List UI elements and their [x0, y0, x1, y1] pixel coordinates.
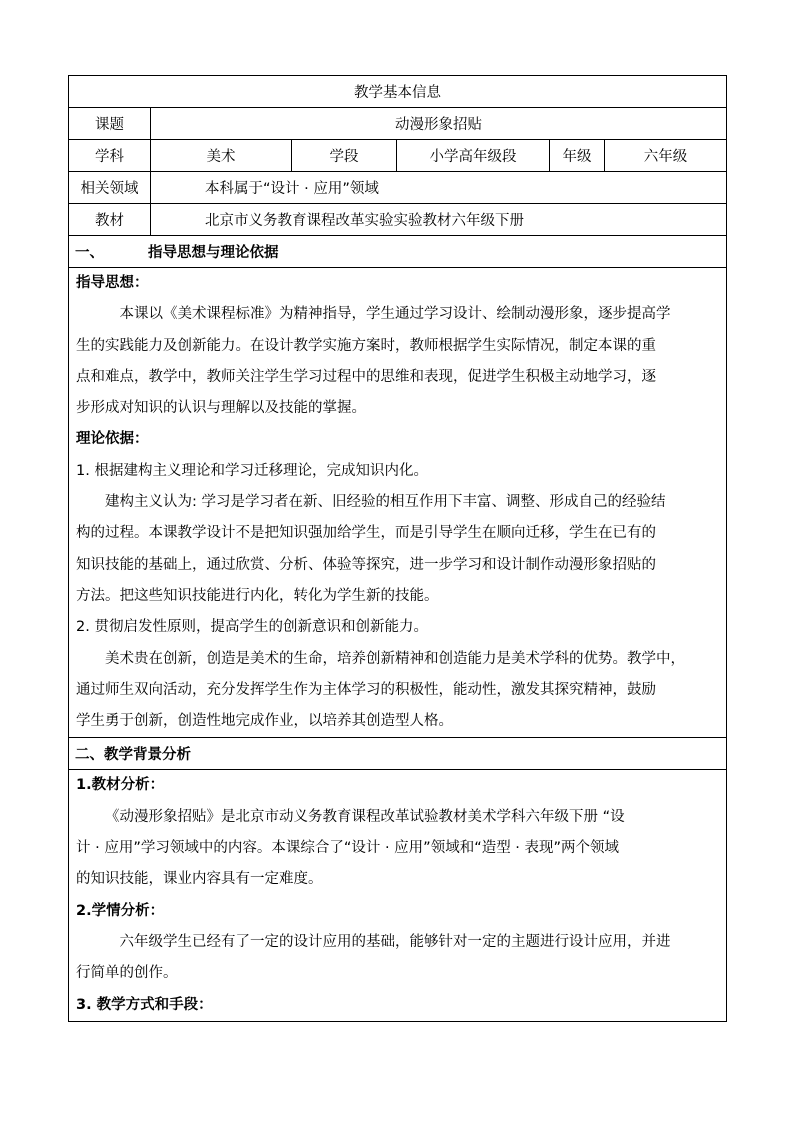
theory-item-1-line: 构的过程。本课教学设计不是把知识强加给学生，而是引导学生在顺向迁移，学生在已有的 — [76, 525, 656, 542]
section1-number: 一、 — [75, 245, 104, 261]
topic-row — [69, 108, 727, 140]
section1-title: 指导思想与理论依据 — [148, 245, 279, 261]
stage-value: 小学高年级段 — [397, 140, 550, 172]
section1-body — [69, 268, 727, 738]
teaching-method-heading: 3. 教学方式和手段： — [76, 996, 213, 1013]
header-row — [69, 76, 727, 108]
subject-row — [69, 140, 727, 172]
field-label: 相关领域 — [69, 172, 151, 204]
theory-item-2-line: 通过师生双向活动，充分发挥学生作为主体学习的积极性，能动性，激发其探究精神，鼓励 — [76, 681, 656, 698]
theory-item-1-line: 知识技能的基础上，通过欣赏、分析、体验等探究，进一步学习和设计制作动漫形象招贴的 — [76, 556, 656, 573]
section2-body — [69, 770, 727, 1021]
theory-item-1-line: 方法。把这些知识技能进行内化，转化为学生新的技能。 — [76, 587, 439, 604]
material-value: 北京市义务教育课程改革实验实验教材六年级下册 — [151, 204, 727, 236]
material-row — [69, 204, 727, 236]
theory-item-2-line: 美术贵在创新，创造是美术的生命，培养创新精神和创造能力是美术学科的优势。教学中， — [105, 650, 685, 667]
section2-heading: 二、教学背景分析 — [69, 738, 727, 770]
theory-heading: 理论依据： — [76, 431, 149, 448]
section1-body-row — [69, 268, 727, 738]
learner-analysis-line: 行简单的创作。 — [76, 965, 178, 982]
grade-label: 年级 — [550, 140, 605, 172]
theory-item-1: 1. 根据建构主义理论和学习迁移理论，完成知识内化。 — [76, 462, 428, 479]
guide-line: 生的实践能力及创新能力。在设计教学实施方案时，教师根据学生实际情况，制定本课的重 — [76, 337, 656, 354]
guide-heading: 指导思想： — [76, 275, 149, 291]
field-value: 本科属于“设计 · 应用”领域 — [151, 172, 727, 204]
material-analysis-line: 《动漫形象招贴》是北京市动义务教育课程改革试验教材美术学科六年级下册 “设 — [105, 808, 625, 825]
subject-label: 学科 — [69, 140, 151, 172]
lesson-plan-table — [68, 75, 727, 1022]
section1-header-row — [69, 236, 727, 268]
topic-label: 课题 — [69, 108, 151, 140]
material-analysis-heading: 1.教材分析： — [76, 777, 165, 794]
learner-analysis-line: 六年级学生已经有了一定的设计应用的基础，能够针对一定的主题进行设计应用，并进 — [119, 933, 671, 950]
learner-analysis-heading: 2.学情分析： — [76, 902, 165, 919]
field-row — [69, 172, 727, 204]
theory-item-2-line: 学生勇于创新，创造性地完成作业，以培养其创造型人格。 — [76, 713, 453, 730]
section2-body-row — [69, 770, 727, 1021]
theory-item-2: 2. 贯彻启发性原则，提高学生的创新意识和创新能力。 — [76, 619, 428, 636]
guide-line: 本课以《美术课程标准》为精神指导，学生通过学习设计、绘制动漫形象，逐步提高学 — [119, 306, 671, 323]
guide-line: 点和难点，教学中，教师关注学生学习过程中的思维和表现，促进学生积极主动地学习，逐 — [76, 368, 656, 385]
material-label: 教材 — [69, 204, 151, 236]
grade-value: 六年级 — [605, 140, 727, 172]
subject-value: 美术 — [151, 140, 292, 172]
topic-value: 动漫形象招贴 — [151, 108, 727, 140]
stage-label: 学段 — [292, 140, 397, 172]
table-title: 教学基本信息 — [69, 76, 727, 108]
section2-header-row — [69, 738, 727, 770]
guide-line: 步形成对知识的认识与理解以及技能的掌握。 — [76, 400, 366, 417]
theory-item-1-line: 建构主义认为: 学习是学习者在新、旧经验的相互作用下丰富、调整、形成自己的经验结 — [105, 494, 666, 511]
section1-heading — [69, 236, 727, 268]
material-analysis-line: 的知识技能，课业内容具有一定难度。 — [76, 871, 323, 888]
material-analysis-line: 计 · 应用”学习领域中的内容。本课综合了“设计 · 应用”领域和“造型 · 表现”两个领域 — [76, 840, 620, 857]
